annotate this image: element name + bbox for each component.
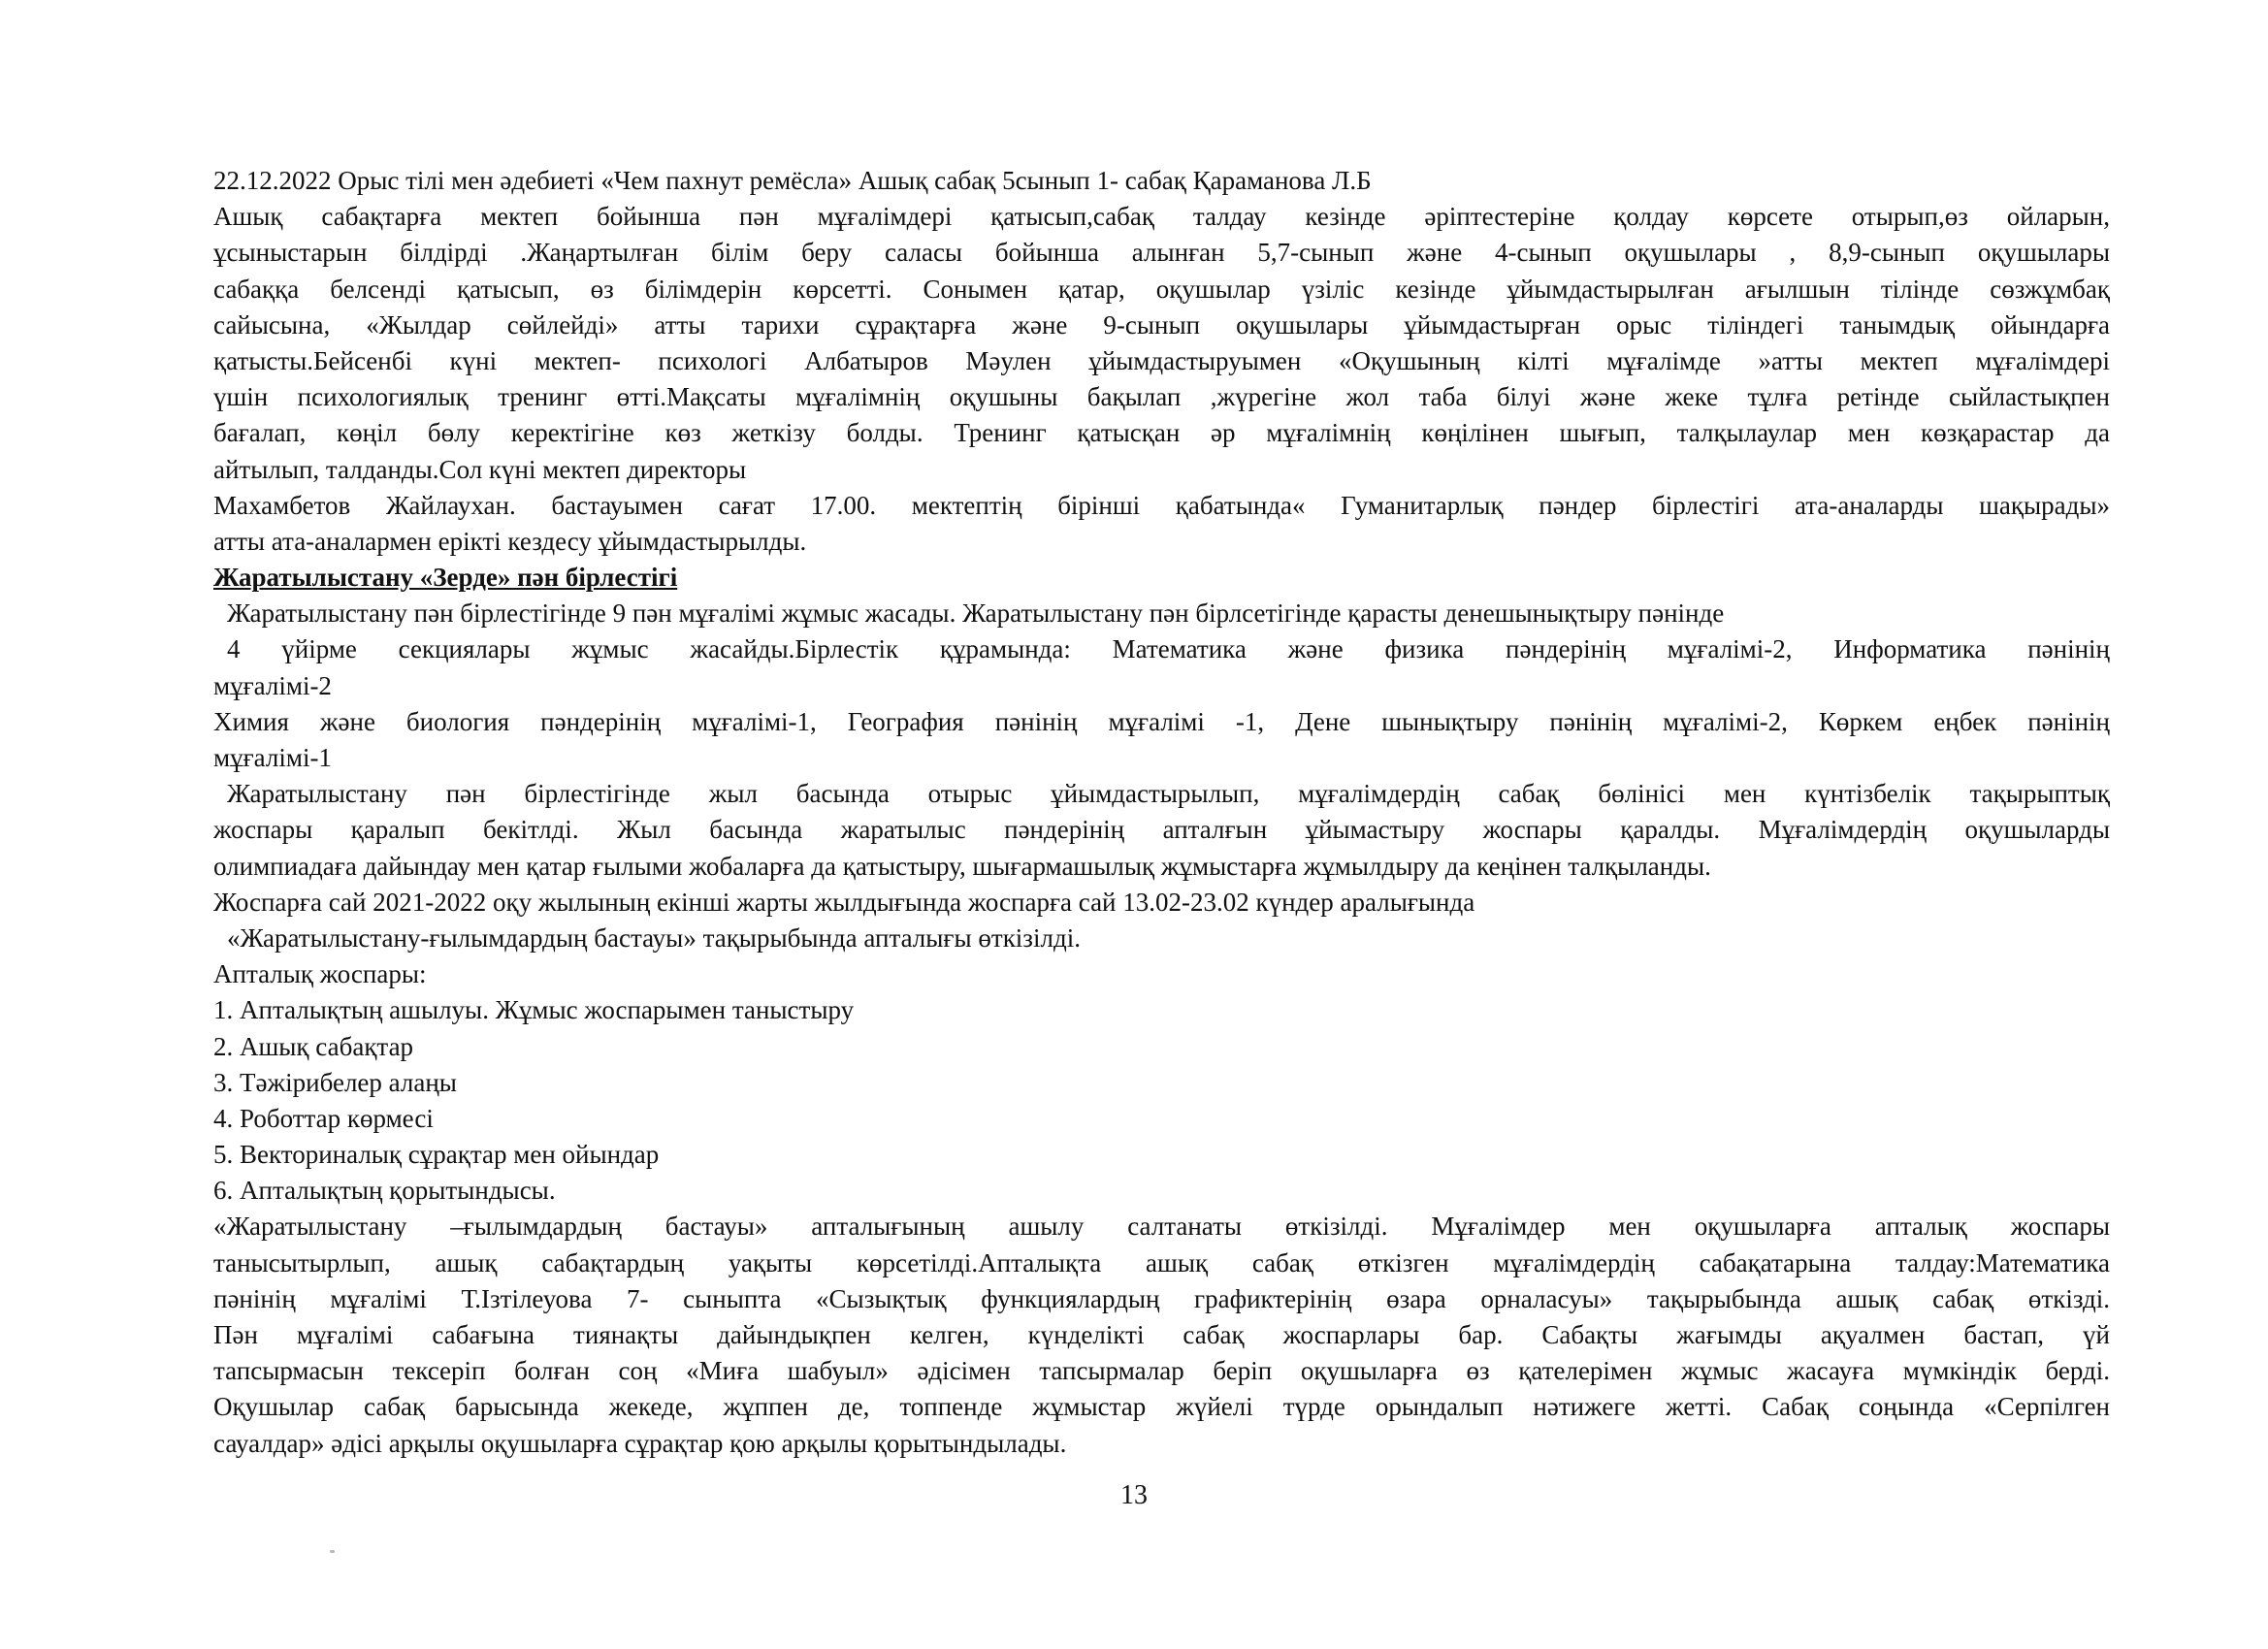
document-line: атты ата-аналармен ерікті кездесу ұйымдастырылды. (213, 526, 807, 556)
document-line: ұсыныстарын білдірді .Жаңартылған білім беру саласы бойынша алынған 5,7-сынып және 4-сынып оқушылары , 8,9-сынып оқушылары (213, 238, 2110, 268)
document-line: сайысына, «Жылдар сөйлейді» атты тарихи сұрақтарға және 9-сынып оқушылары ұйымдастырған орыс тіліндегі танымдық ойындарға (213, 309, 2110, 340)
page-number: 13 (1120, 1480, 1148, 1510)
list-item: 3. Тәжірибелер алаңы (213, 1067, 457, 1097)
document-line: жоспары қаралып бекітлді. Жыл басында жаратылыс пәндерінің апталғын ұйымастыру жоспары қаралды. Мұғалімдердің оқушыларды (213, 815, 2110, 845)
document-line: Апталық жоспары: (213, 959, 427, 989)
document-line: сауалдар» әдісі арқылы оқушыларға сұрақтар қою арқылы қорытындылады. (213, 1428, 1067, 1458)
list-item: 2. Ашық сабақтар (213, 1031, 414, 1061)
document-line: танысытырлып, ашық сабақтардың уақыты көрсетілді.Апталықта ашық сабақ өткізген мұғалімдердің сабақатарына талдау:Математика (213, 1247, 2110, 1277)
document-line: Ашық сабақтарға мектеп бойынша пән мұғалімдері қатысып,сабақ талдау кезінде әріптестеріне қолдау көрсете отырып,өз ойларын, (213, 202, 2110, 232)
scan-speck (330, 1550, 335, 1553)
document-line: Пән мұғалімі сабағына тиянақты дайындықпен келген, күнделікті сабақ жоспарлары бар. Сабақты жағымды ақуалмен бастап, үй (213, 1320, 2110, 1349)
document-line: Махамбетов Жайлаухан. бастауымен сағат 17.00. мектептің бірінші қабатында« Гуманитарлық пәндер бірлестігі ата-аналарды шақырады» (213, 490, 2110, 520)
document-line: қатысты.Бейсенбі күні мектеп- психологі Албатыров Мәулен ұйымдастыруымен «Оқушының кілті мұғалімде »атты мектеп мұғалімдері (213, 345, 2110, 375)
list-item: 4. Роботтар көрмесі (213, 1103, 434, 1133)
document-line: Жоспарға сай 2021-2022 оқу жылының екінші жарты жылдығында жоспарға сай 13.02-23.02 күндер аралығында (213, 887, 1475, 917)
document-line: тапсырмасын тексеріп болған соң «Миға шабуыл» әдісімен тапсырмалар беріп оқушыларға өз қателерімен жұмыс жасауға мүмкіндік берді. (213, 1356, 2110, 1386)
list-item: 6. Апталықтың қорытындысы. (213, 1176, 556, 1206)
document-line: «Жаратылыстану-ғылымдардың бастауы» тақырыбында апталығы өткізілді. (227, 922, 1081, 953)
document-line: айтылып, талданды.Сол күні мектеп директоры (213, 454, 747, 484)
document-page (213, 163, 2110, 1462)
document-line: «Жаратылыстану –ғылымдардың бастауы» апталығының ашылу салтанаты өткізілді. Мұғалімдер мен оқушыларға апталық жоспары (213, 1212, 2110, 1242)
document-line: бағалап, көңіл бөлу керектігіне көз жеткізу болды. Тренинг қатысқан әр мұғалімнің көңілінен шығып, талқылаулар мен көзқарастар да (213, 418, 2110, 448)
document-line: Химия және биология пәндерінің мұғалімі-1, География пәнінің мұғалімі -1, Дене шынықтыру пәнінің мұғалімі-2, Көркем еңбек пәнінің (213, 706, 2110, 736)
document-line: мұғалімі-1 (213, 743, 332, 772)
document-line: сабаққа белсенді қатысып, өз білімдерін көрсетті. Сонымен қатар, оқушылар үзіліс кезінде ұйымдастырылған ағылшын тілінде сөзжұмбақ (213, 274, 2110, 304)
document-line: 4 үйірме секциялары жұмыс жасайды.Бірлестік құрамында: Математика және физика пәндерінің мұғалімі-2, Информатика пәнінің (227, 634, 2110, 664)
document-line: Оқушылар сабақ барысында жекеде, жұппен де, топпенде жұмыстар жүйелі түрде орындалып нәтижеге жетті. Сабақ соңында «Серпілген (213, 1392, 2110, 1422)
document-line: мұғалімі-2 (213, 670, 332, 700)
document-line: олимпиадаға дайындау мен қатар ғылыми жобаларға да қатыстыру, шығармашылық жұмыстарға жұмылдыру да кеңінен талқыланды. (213, 851, 1711, 881)
document-line: Жаратылыстану пән бірлестігінде 9 пән мұғалімі жұмыс жасады. Жаратылыстану пән бірлсетігінде қарасты денешынықтыру пәнінде (227, 598, 1725, 629)
section-heading: Жаратылыстану «Зерде» пән бірлестігі (213, 563, 678, 593)
document-line: үшін психологиялық тренинг өтті.Мақсаты мұғалімнің оқушыны бақылап ,жүрегіне жол таба білуі және жеке тұлға ретінде сыйластықпен (213, 382, 2110, 412)
list-item: 1. Апталықтың ашылуы. Жұмыс жоспарымен таныстыру (213, 995, 855, 1025)
document-line: пәнінің мұғалімі Т.Ізтілеуова 7- сыныпта «Сызықтық функциялардың графиктерінің өзара орналасуы» тақырыбында ашық сабақ өткізді. (213, 1283, 2110, 1313)
document-line: Жаратылыстану пән бірлестігінде жыл басында отырыс ұйымдастырылып, мұғалімдердің сабақ бөлінісі мен күнтізбелік тақырыптық (227, 779, 2110, 809)
document-line: 22.12.2022 Орыс тілі мен әдебиеті «Чем пахнут ремёсла» Ашық сабақ 5сынып 1- сабақ Қараманова Л.Б (213, 166, 1372, 195)
list-item: 5. Векториналық сұрақтар мен ойындар (213, 1140, 660, 1170)
